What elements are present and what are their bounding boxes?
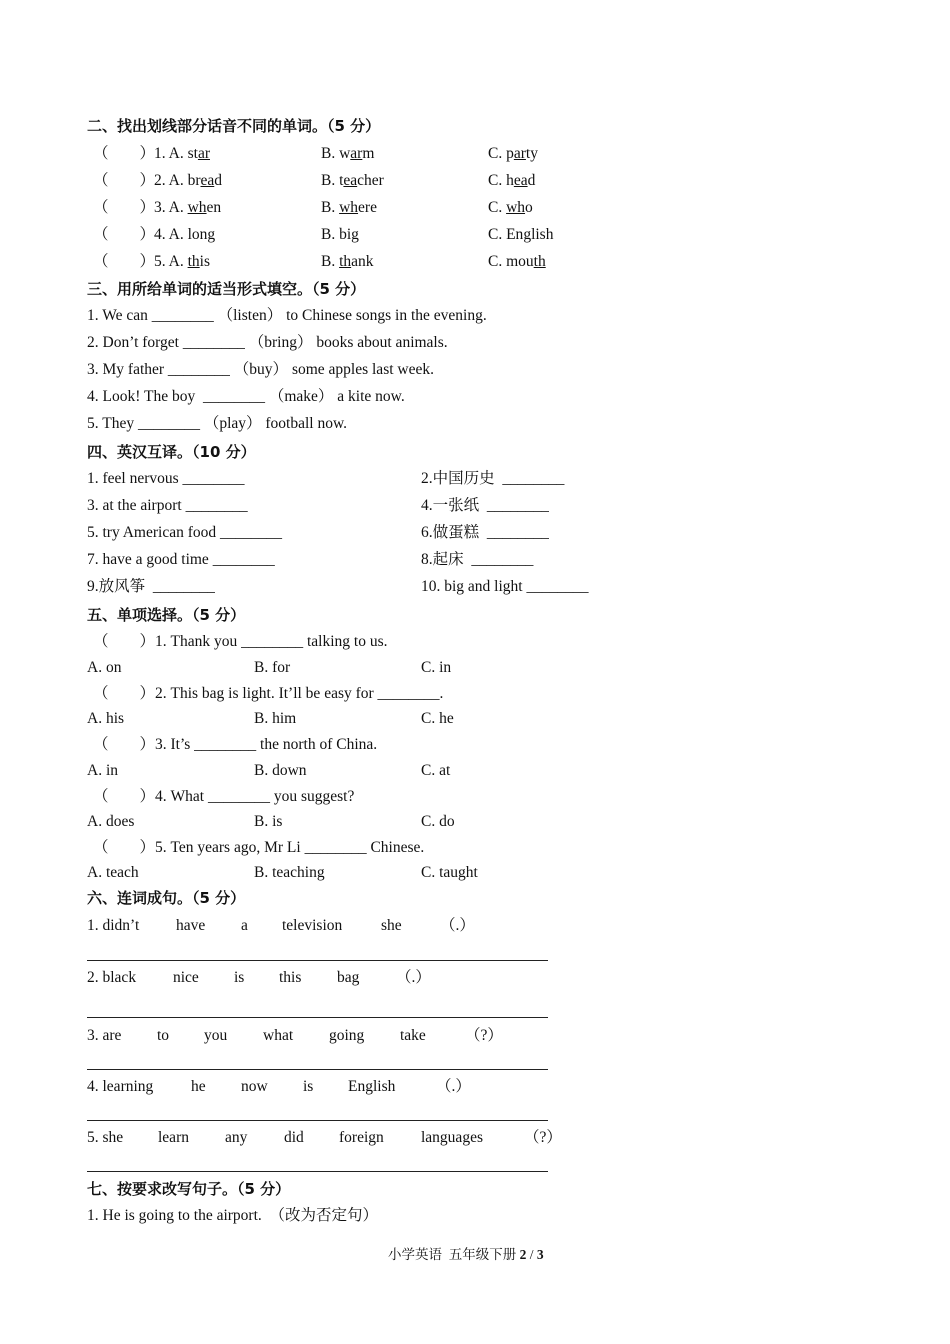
scrambled-word: going [329,1027,365,1044]
page-footer: 小学英语 五年级下册 2 / 3 [388,1247,544,1262]
option-a: 4. A. long [154,226,216,243]
section-6-heading: 六、连词成句。（5 分） [87,889,246,907]
choice-a[interactable]: A. on [87,659,122,676]
answer-line[interactable] [87,1069,548,1070]
punctuation-hint: （.） [436,1078,471,1095]
option-a: 3. A. when [154,199,222,216]
question-stem: （ ）1. Thank you ________ talking to us. [93,633,388,650]
translation-item: 1. feel nervous ________ [87,470,245,487]
scrambled-word: television [282,917,343,934]
scrambled-word: he [191,1078,206,1095]
option-c: C. head [488,172,536,189]
scrambled-word: a [241,917,248,934]
choice-c[interactable]: C. at [421,762,451,779]
question-stem: （ ）5. Ten years ago, Mr Li ________ Chinese. [93,839,425,856]
translation-item: 7. have a good time ________ [87,551,275,568]
choice-b[interactable]: B. him [254,710,297,727]
option-b: B. where [321,199,377,216]
answer-bracket[interactable]: （ ） [93,226,156,243]
translation-item: 5. try American food ________ [87,524,283,541]
question-stem: （ ）2. This bag is light. It’ll be easy for ________. [93,685,444,702]
scrambled-word: this [279,969,302,986]
rewrite-item: 1. He is going to the airport. （改为否定句） [87,1207,379,1224]
question-stem: （ ）3. It’s ________ the north of China. [93,736,378,753]
scrambled-word: have [176,917,206,934]
scrambled-word: foreign [339,1129,384,1146]
choice-c[interactable]: C. in [421,659,452,676]
answer-line[interactable] [87,960,548,961]
choice-b[interactable]: B. down [254,762,307,779]
scrambled-word: languages [421,1129,483,1146]
option-b: B. big [321,226,359,243]
option-c: C. mouth [488,253,546,270]
choice-a[interactable]: A. in [87,762,118,779]
scrambled-word: 3. are [87,1027,122,1044]
choice-a[interactable]: A. his [87,710,125,727]
scrambled-word: 1. didn’t [87,917,140,934]
answer-line[interactable] [87,1120,548,1121]
fill-in-item: 2. Don’t forget ________ （bring） books about animals. [87,334,448,351]
punctuation-hint: （?） [524,1129,562,1146]
section-2-heading: 二、找出划线部分话音不同的单词。（5 分） [87,117,381,135]
scrambled-word: now [241,1078,268,1095]
choice-b[interactable]: B. is [254,813,283,830]
fill-in-item: 3. My father ________ （buy） some apples last week. [87,361,434,378]
answer-bracket[interactable]: （ ） [93,199,156,216]
option-b: B. thank [321,253,374,270]
translation-item: 6.做蛋糕 ________ [421,524,549,541]
choice-c[interactable]: C. he [421,710,454,727]
choice-a[interactable]: A. does [87,813,135,830]
fill-in-item: 4. Look! The boy ________ （make） a kite now. [87,388,405,405]
scrambled-word: 4. learning [87,1078,154,1095]
scrambled-word: take [400,1027,426,1044]
choice-b[interactable]: B. for [254,659,291,676]
choice-b[interactable]: B. teaching [254,864,325,881]
section-5-heading: 五、单项选择。（5 分） [87,606,246,624]
scrambled-word: learn [158,1129,189,1146]
translation-item: 4.一张纸 ________ [421,497,549,514]
translation-item: 10. big and light ________ [421,578,589,595]
scrambled-word: did [284,1129,304,1146]
option-c: C. party [488,145,538,162]
translation-item: 8.起床 ________ [421,551,534,568]
answer-line[interactable] [87,1171,548,1172]
choice-a[interactable]: A. teach [87,864,139,881]
scrambled-word: is [234,969,245,986]
answer-line[interactable] [87,1017,548,1018]
translation-item: 2.中国历史 ________ [421,470,565,487]
scrambled-word: what [263,1027,294,1044]
scrambled-word: bag [337,969,360,986]
option-a: 5. A. this [154,253,210,270]
fill-in-item: 1. We can ________ （listen） to Chinese songs in the evening. [87,307,487,324]
option-b: B. warm [321,145,375,162]
answer-bracket[interactable]: （ ） [93,145,156,162]
option-a: 2. A. bread [154,172,223,189]
section-3-heading: 三、用所给单词的适当形式填空。（5 分） [87,280,366,298]
question-stem: （ ）4. What ________ you suggest? [93,788,355,805]
punctuation-hint: （.） [396,969,431,986]
scrambled-word: is [303,1078,314,1095]
option-a: 1. A. star [154,145,210,162]
scrambled-word: English [348,1078,396,1095]
answer-bracket[interactable]: （ ） [93,253,156,270]
option-c: C. who [488,199,533,216]
answer-bracket[interactable]: （ ） [93,172,156,189]
scrambled-word: 2. black [87,969,137,986]
punctuation-hint: （.） [440,917,475,934]
scrambled-word: 5. she [87,1129,124,1146]
punctuation-hint: （?） [465,1027,503,1044]
scrambled-word: she [381,917,402,934]
section-7-heading: 七、按要求改写句子。（5 分） [87,1180,291,1198]
scrambled-word: nice [173,969,199,986]
choice-c[interactable]: C. do [421,813,455,830]
translation-item: 9.放风筝 ________ [87,578,215,595]
translation-item: 3. at the airport ________ [87,497,248,514]
choice-c[interactable]: C. taught [421,864,478,881]
scrambled-word: you [204,1027,228,1044]
scrambled-word: any [225,1129,248,1146]
scrambled-word: to [157,1027,170,1044]
section-4-heading: 四、英汉互译。（10 分） [87,443,256,461]
option-b: B. teacher [321,172,384,189]
option-c: C. English [488,226,554,243]
fill-in-item: 5. They ________ （play） football now. [87,415,348,432]
